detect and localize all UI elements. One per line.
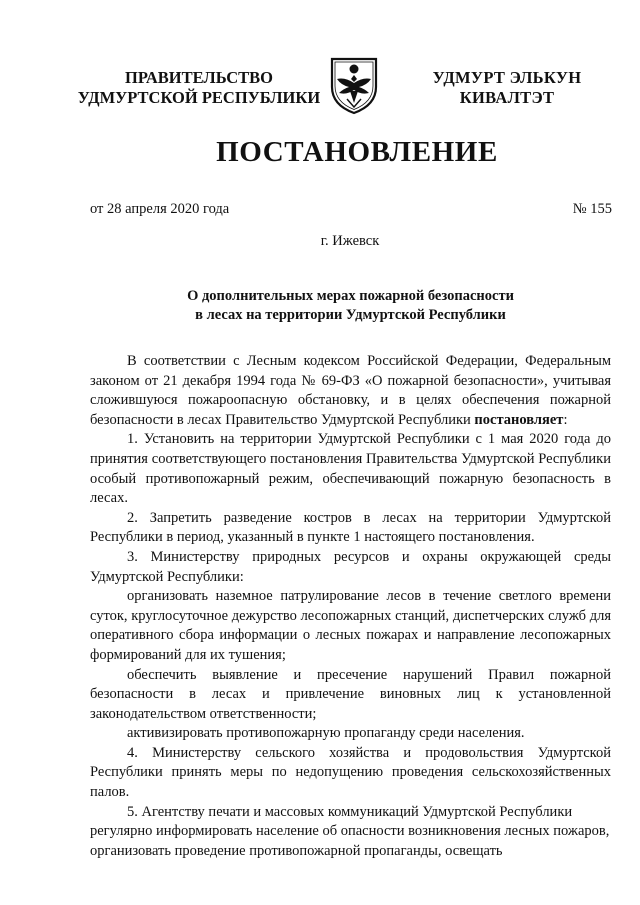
decree-number: № 155 (572, 201, 612, 217)
paragraph-item-2: 2. Запретить разведение костров в лесах на территории Удмуртской Республики в период, указанный в пункте 1 настоящего постановления. (90, 509, 611, 546)
decree-word: постановляет (474, 411, 564, 428)
decree-date: от 28 апреля 2020 года (90, 201, 230, 217)
document-title: ПОСТАНОВЛЕНИЕ (216, 136, 498, 168)
decree-subject (90, 287, 611, 325)
paragraph-item-5: 5. Агентству печати и массовых коммуникаций Удмуртской Республики регулярно информировать население об опасности возникновения лесных пожаров, организовать проведение противопожарной пропаганды, освещать (90, 803, 610, 859)
paragraph-item-3: 3. Министерству природных ресурсов и охраны окружающей среды Удмуртской Республики: (90, 548, 611, 585)
paragraph-item-4: 4. Министерству сельского хозяйства и продовольствия Удмуртской Республики принять меры по недопущению проведения сельскохозяйственных палов. (90, 744, 611, 801)
issuer-name-russian (70, 68, 328, 108)
paragraph-item-1: 1. Установить на территории Удмуртской Республики с 1 мая 2020 года до принятия соответствующего постановления Правительства Удмуртской Республики особый противопожарный режим, обеспечивающий пожарную безопасность в лесах. (90, 431, 611, 507)
issuer-udmurt-line-2: КИВАЛТЭТ (459, 88, 555, 107)
paragraph-item-3-1: организовать наземное патрулирование лесов в течение светлого времени суток, круглосуточное дежурство лесопожарных станций, диспетчерских служб для оперативного сбора информации о лесных пожарах и направление лесопожарных формирований для их тушения; (90, 588, 611, 663)
decree-colon: : (563, 411, 568, 428)
issuer-line-1: ПРАВИТЕЛЬСТВО (125, 68, 273, 87)
issuer-line-2: УДМУРТСКОЙ РЕСПУБЛИКИ (77, 88, 321, 107)
paragraph-item-3-2: обеспечить выявление и пресечение нарушений Правил пожарной безопасности в лесах и привлечение виновных лиц к установленной законодательством ответственности; (90, 666, 611, 722)
coat-of-arms-icon (327, 55, 381, 115)
subject-line-2: в лесах на территории Удмуртской Республики (195, 307, 506, 323)
decree-body (90, 352, 611, 861)
decree-city: г. Ижевск (320, 233, 380, 249)
preamble-paragraph (90, 352, 611, 430)
issuer-name-udmurt (430, 68, 584, 108)
issuer-udmurt-line-1: УДМУРТ ЭЛЬКУН (432, 68, 582, 87)
paragraph-item-3-3: активизировать противопожарную пропаганду среди населения. (127, 725, 525, 742)
subject-line-1: О дополнительных мерах пожарной безопасности (187, 288, 514, 304)
preamble-text: В соответствии с Лесным кодексом Российской Федерации, Федеральным законом от 21 декабря 1994 года № 69-ФЗ «О пожарной безопасности», учитывая сложившуюся пожароопасную обстановку, и в целях обеспечения пожарной безопасности в лесах Правительство Удмуртской Республики (90, 353, 611, 428)
